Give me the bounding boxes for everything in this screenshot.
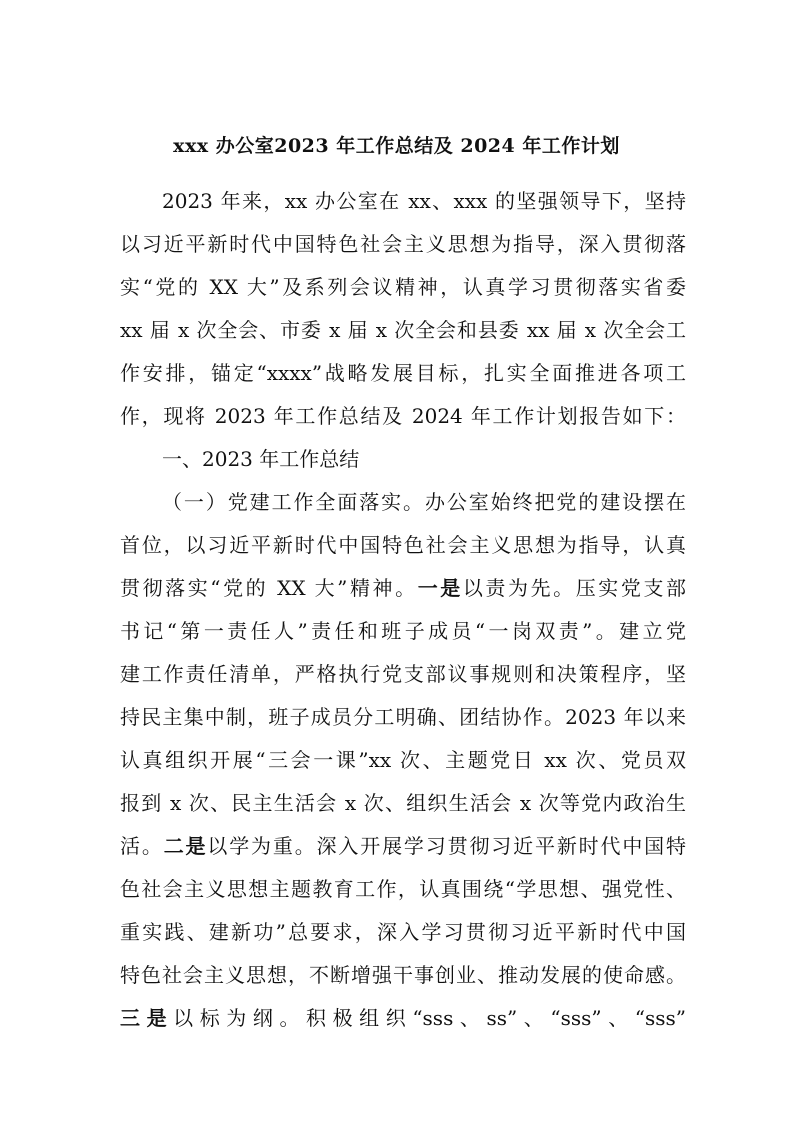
keyword-first: 一是 [417, 576, 463, 600]
paragraph-line: 重实践、建新功”总要求，深入学习贯彻习近平新时代中国 [120, 920, 686, 944]
line-text: 以标为纲。积极组织“sss、ss”、“sss”、“sss” [173, 1006, 687, 1030]
section-heading: 一、2023 年工作总结 [162, 447, 360, 471]
paragraph-line: 持民主集中制，班子成员分工明确、团结协作。2023 年以来 [120, 705, 686, 729]
keyword-third: 三是 [120, 1006, 174, 1030]
line-text: 以责为先。压实党支部 [462, 576, 687, 600]
paragraph-line [120, 1003, 686, 1046]
line-text: 活。 [120, 834, 164, 858]
document-body [120, 186, 686, 1046]
keyword-second: 二是 [163, 834, 208, 858]
paragraph-line: 以习近平新时代中国特色社会主义思想为指导，深入贯彻落 [120, 232, 686, 256]
subsection-heading-line: （一）党建工作全面落实。办公室始终把党的建设摆在 [162, 490, 686, 514]
paragraph-line: 作，现将 2023 年工作总结及 2024 年工作计划报告如下： [120, 404, 686, 428]
paragraph-line: 实“党的 XX 大”及系列会议精神，认真学习贯彻落实省委 [120, 275, 686, 299]
paragraph-line: 书记“第一责任人”责任和班子成员“一岗双责”。建立党 [120, 619, 686, 643]
paragraph-line: 2023 年来，xx 办公室在 xx、xxx 的坚强领导下，坚持 [162, 189, 686, 213]
document-title: xxx 办公室2023 年工作总结及 2024 年工作计划 [173, 135, 620, 157]
paragraph-line [120, 573, 686, 616]
line-text: 贯彻落实“党的 XX 大”精神。 [120, 576, 418, 600]
paragraph-line: 色社会主义思想主题教育工作，认真围绕“学思想、强党性、 [120, 877, 686, 901]
paragraph-line: 建工作责任清单，严格执行党支部议事规则和决策程序，坚 [120, 662, 686, 686]
paragraph-line: 特色社会主义思想，不断增强干事创业、推动发展的使命感。 [120, 963, 686, 987]
paragraph-line: 首位，以习近平新时代中国特色社会主义思想为指导，认真 [120, 533, 686, 557]
paragraph-line: 报到 x 次、民主生活会 x 次、组织生活会 x 次等党内政治生 [120, 791, 686, 815]
paragraph-line: 认真组织开展“三会一课”xx 次、主题党日 xx 次、党员双 [120, 748, 686, 772]
paragraph-line: 作安排，锚定“xxxx”战略发展目标，扎实全面推进各项工 [120, 361, 686, 385]
paragraph-line: xx 届 x 次全会、市委 x 届 x 次全会和县委 xx 届 x 次全会工 [120, 318, 686, 342]
line-text: 以学为重。深入开展学习贯彻习近平新时代中国特 [207, 834, 687, 858]
paragraph-line [120, 831, 686, 874]
